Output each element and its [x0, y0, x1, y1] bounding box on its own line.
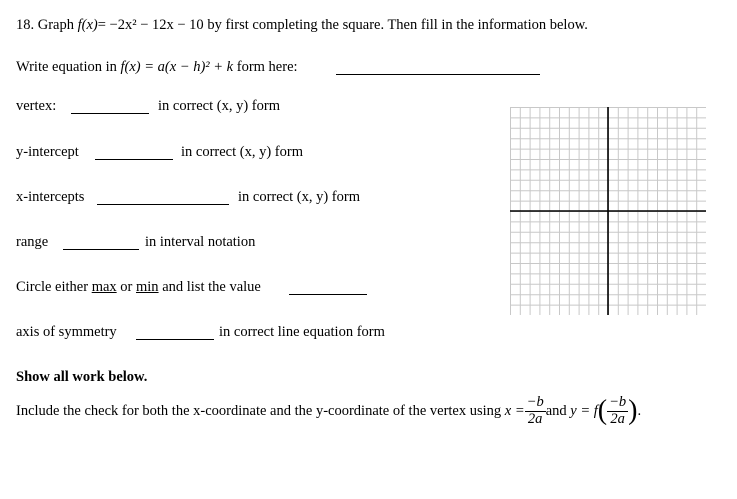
- max-min-suffix: and list the value: [162, 279, 261, 295]
- max-min-prefix: Circle either: [16, 279, 89, 295]
- vertex-form-prefix: Write equation in: [16, 59, 117, 75]
- range-hint: in interval notation: [145, 234, 256, 250]
- fraction-numerator: −b: [609, 394, 627, 411]
- question-prompt: [16, 17, 588, 34]
- x-intercepts-hint: in correct (x, y) form: [238, 189, 360, 205]
- and-word: and: [545, 402, 567, 419]
- y-intercept-hint: in correct (x, y) form: [181, 144, 303, 160]
- period: .: [637, 402, 642, 419]
- vertex-form-equation: f(x) = a(x − h)² + k: [120, 59, 234, 75]
- vertex-hint: in correct (x, y) form: [158, 98, 280, 114]
- or-word: or: [120, 279, 133, 295]
- range-label: range: [16, 234, 49, 250]
- x-equals: x =: [504, 402, 525, 419]
- coordinate-grid[interactable]: [510, 107, 706, 315]
- function-expression: = −2x² − 12x − 10: [97, 17, 204, 33]
- axis-hint: in correct line equation form: [219, 324, 385, 340]
- x-intercepts-label: x-intercepts: [16, 189, 85, 205]
- vertex-form-answer-blank[interactable]: [336, 74, 540, 75]
- question-number: 18.: [16, 17, 35, 33]
- vertex-answer-blank[interactable]: [71, 113, 149, 114]
- vertex-check-instruction: [16, 391, 641, 431]
- close-paren: ): [628, 395, 638, 426]
- x-vertex-fraction: [525, 395, 546, 426]
- x-intercepts-answer-blank[interactable]: [97, 204, 229, 205]
- vertex-form-prompt: [16, 59, 298, 76]
- axis-label: axis of symmetry: [16, 324, 117, 340]
- check-text: Include the check for both the x-coordinate and the y-coordinate of the vertex using: [16, 402, 502, 419]
- fraction-numerator: −b: [526, 394, 544, 411]
- vertex-label: vertex:: [16, 98, 57, 114]
- y-equals-f: y = f: [570, 402, 598, 419]
- show-work-heading: Show all work below.: [16, 369, 148, 385]
- vertex-form-suffix: form here:: [236, 59, 298, 75]
- graph-word: Graph: [37, 17, 74, 33]
- open-paren: (: [597, 395, 608, 426]
- y-vertex-fraction: [607, 395, 628, 426]
- max-min-prompt: [16, 279, 261, 296]
- y-intercept-label: y-intercept: [16, 144, 79, 160]
- max-option[interactable]: max: [91, 279, 117, 295]
- max-min-answer-blank[interactable]: [289, 294, 367, 295]
- y-intercept-answer-blank[interactable]: [95, 159, 173, 160]
- fraction-denominator: 2a: [610, 410, 625, 427]
- range-answer-blank[interactable]: [63, 249, 139, 250]
- function-name: f(x): [77, 17, 98, 33]
- min-option[interactable]: min: [136, 279, 159, 295]
- axis-answer-blank[interactable]: [136, 339, 214, 340]
- fraction-denominator: 2a: [527, 410, 543, 427]
- question-instruction: by first completing the square. Then fill in the information below.: [207, 17, 588, 33]
